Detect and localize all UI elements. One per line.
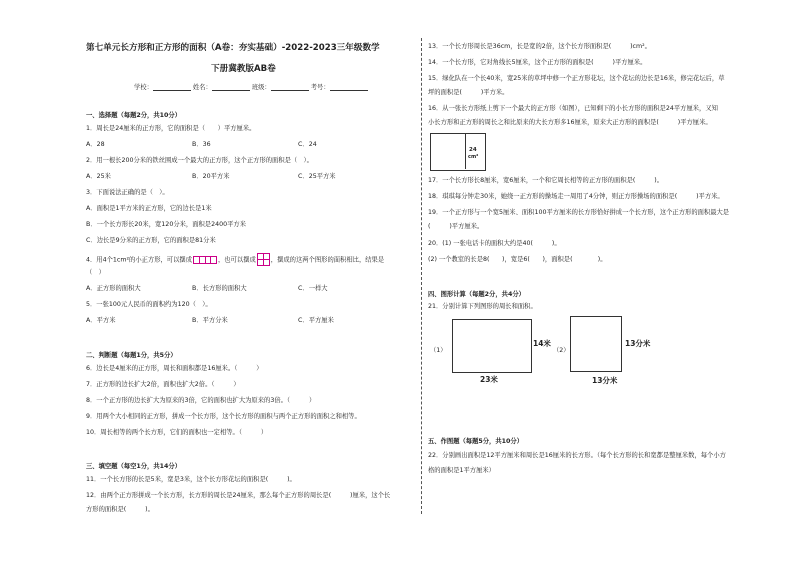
q3-option-b: B．一个长方形长20米，宽120分米，面积是2400平方米 <box>86 221 247 228</box>
square-side-label-right: 13分米 <box>625 339 651 348</box>
section-3-heading: 三、填空题（每空1分，共14分） <box>86 463 182 470</box>
q16-figure-divider <box>465 133 466 169</box>
exam-no-label: 考号： <box>310 84 330 91</box>
question-7: 7．正方形的边长扩大2倍，面积也扩大2倍。（ ） <box>86 381 240 388</box>
question-6: 6．边长是4厘米的正方形，周长和面积都是16厘米。（ ） <box>86 365 263 372</box>
question-15-line2: 坪的面积是( )平方米。 <box>428 89 509 96</box>
square-side-label-bottom: 13分米 <box>592 376 618 385</box>
q2-option-a: A．25米 <box>86 173 111 180</box>
page-title-line2: 下册冀教版AB卷 <box>211 64 276 74</box>
question-22-line2: 格的面积是1平方厘米） <box>428 467 495 474</box>
question-15-line1: 15．绿化队在一个长40米，宽25米的草坪中修一个正方形花坛，这个花坛的边长是16米，修完花坛后，草 <box>428 75 725 82</box>
class-field[interactable] <box>271 83 309 91</box>
q4-answer-bracket: （ ） <box>86 269 105 276</box>
q1-option-b: B．36 <box>192 141 211 148</box>
q3-option-a: A．面积是1平方米的正方形，它的边长是1米 <box>86 205 212 212</box>
q21-label-2: （2） <box>553 347 570 354</box>
q5-option-a: A．平方米 <box>86 317 116 324</box>
rectangle-height-label: 14米 <box>533 339 551 348</box>
question-12-line1: 12．由两个正方形拼成一个长方形，长方形的周长是24厘米，那么每个正方形的周长是( )厘米，这个长 <box>86 492 391 499</box>
q1-option-a: A．28 <box>86 141 105 148</box>
question-22-line1: 22．分别画出面积是12平方厘米和周长是16厘米的长方形。（每个长方形的长和宽都是整厘米数，每个小方 <box>428 452 726 459</box>
question-13: 13．一个长方形周长是36cm，长是宽的2倍，这个长方形面积是( )cm²。 <box>428 43 651 50</box>
q2-option-c: C．25平方米 <box>298 173 336 180</box>
question-14: 14．一个长方形，它对角线长5厘米，这个正方形的面积是( )平方厘米。 <box>428 59 647 66</box>
question-19-line1: 19．一个正方形与一个宽5厘米、面积100平方厘米的长方形恰好拼成一个长方形，这个正方形的面积最大是 <box>428 209 730 216</box>
q4-text-a: 4．用4个1cm²的小正方形，可以摆成 <box>86 256 192 264</box>
exam-no-field[interactable] <box>330 83 368 91</box>
question-17: 17．一个长方形长8厘米，宽6厘米，一个和它周长相等的正方形的面积是( )。 <box>428 177 664 184</box>
q21-rectangle <box>452 319 532 373</box>
name-field[interactable] <box>212 83 250 91</box>
school-label: 学校： <box>134 84 153 91</box>
q1-option-c: C．24 <box>298 141 317 148</box>
question-4 <box>86 253 384 266</box>
question-9: 9．用两个大小相同的正方形，拼成一个长方形，这个长方形的面积与两个正方形的面积之和相等。 <box>86 413 361 420</box>
q4-option-a: A．正方形的面积大 <box>86 285 141 292</box>
question-20-part2: (2) 一个教室的长是8( )，宽是6( )，面积是( )。 <box>428 256 607 263</box>
question-12-line2: 方形的面积是( )。 <box>86 506 154 513</box>
q4-text-b: ，也可以摆成 <box>218 256 256 264</box>
column-divider <box>421 38 422 514</box>
q16-figure-unit: cm² <box>468 154 479 160</box>
question-16-line1: 16．从一张长方形纸上剪下一个最大的正方形（如图），已知剩下的小长方形的面积是24平方厘米，又知 <box>428 105 718 112</box>
question-19-line2: ( )平方厘米。 <box>428 223 484 230</box>
question-20-part1: 20．(1) 一张电话卡的面积大约是40( )。 <box>428 240 561 247</box>
question-2: 2．用一根长200分米的铁丝围成一个最大的正方形，这个正方形的面积是（ ）。 <box>86 157 313 164</box>
q2-option-b: B．20平方米 <box>192 173 230 180</box>
school-field[interactable] <box>153 83 191 91</box>
question-18: 18．琪琪每分钟走30米，她绕一正方形的操场走一周用了4分钟，则正方形操场的面积是( )平方米。 <box>428 193 724 200</box>
q5-option-b: B．平方分米 <box>192 317 228 324</box>
question-16-line2: 小长方形和正方形的周长之和比原来的大长方形多16厘米，原来大正方形的面积是( )平方厘米。 <box>428 119 712 126</box>
q5-option-c: C．平方厘米 <box>298 317 334 324</box>
question-21: 21．分别计算下列图形的周长和面积。 <box>428 303 537 310</box>
q4-option-b: B．长方形的面积大 <box>192 285 247 292</box>
question-1: 1．周长是24厘米的正方形，它的面积是（ ）平方厘米。 <box>86 125 256 132</box>
q4-text-c: ，摆成的这两个图形的面积相比，结果是 <box>270 256 385 264</box>
info-row <box>134 82 368 91</box>
q16-figure-rectangle <box>430 133 486 171</box>
question-10: 10．周长相等的两个长方形，它们的面积也一定相等。（ ） <box>86 429 268 436</box>
question-8: 8．一个正方形的边长扩大为原来的3倍，它的面积也扩大为原来的3倍。（ ） <box>86 397 316 404</box>
q16-figure-value: 24 <box>469 147 477 153</box>
rectangle-width-label: 23米 <box>480 375 498 384</box>
section-4-heading: 四、图形计算（每题2分，共4分） <box>428 291 525 298</box>
four-squares-row-icon <box>193 256 217 264</box>
question-5: 5．一张100元人民币的面积约为120（ ）。 <box>86 301 212 308</box>
section-1-heading: 一、选择题（每题2分，共10分） <box>86 112 182 119</box>
name-label: 姓名： <box>192 84 212 91</box>
question-3: 3．下面说法正确的是（ ）。 <box>86 189 169 196</box>
q3-option-c: C．边长是9分米的正方形，它的面积是81分米 <box>86 237 216 244</box>
four-squares-block-icon <box>257 253 270 266</box>
q21-square <box>570 316 622 372</box>
section-2-heading: 二、判断题（每题1分，共5分） <box>86 352 177 359</box>
q21-label-1: （1） <box>430 347 447 354</box>
q4-option-c: C．一样大 <box>298 285 328 292</box>
section-5-heading: 五、作图题（每题5分，共10分） <box>428 438 524 445</box>
question-11: 11．一个长方形的长是5米，宽是3米，这个长方形花坛的面积是( )。 <box>86 476 296 483</box>
class-label: 班级： <box>251 84 271 91</box>
page-title-line1: 第七单元长方形和正方形的面积（A卷：夯实基础）-2022-2023三年级数学 <box>86 43 380 53</box>
